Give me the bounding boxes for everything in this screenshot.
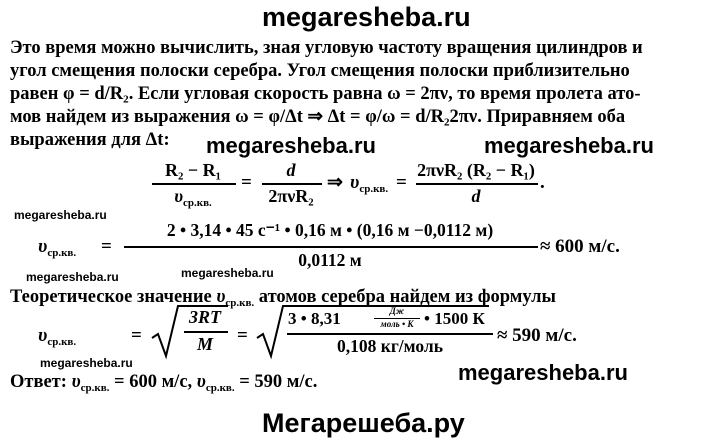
eq3-equals-2: = bbox=[237, 325, 248, 346]
eq2-equals: = bbox=[101, 236, 112, 257]
paragraph-line-2: угол смещения полоски серебра. Угол смещения полоски приблизительно bbox=[10, 61, 630, 81]
eq1-frac3-bar bbox=[416, 183, 538, 185]
eq1-frac2-den: 2πνR₂ bbox=[268, 186, 314, 206]
eq1-lhs: $\upsilon_{ср.кв.}$ bbox=[350, 172, 389, 195]
eq3-equals-1: = bbox=[131, 325, 142, 346]
paragraph-line-5: выражения для Δt: bbox=[10, 130, 170, 150]
eq1-frac3-num: 2πνR₂ (R₂ − R₁) bbox=[417, 160, 535, 180]
eq3-frac1-num: 3RT bbox=[188, 307, 221, 327]
eq1-frac2-num: d bbox=[286, 160, 296, 180]
eq2-lhs: $\upsilon_{ср.кв.}$ bbox=[38, 236, 77, 259]
eq1-frac1-bar bbox=[152, 183, 236, 185]
eq1-equals-2: = bbox=[396, 172, 407, 193]
watermark-top: megaresheba.ru bbox=[262, 2, 471, 32]
eq3-lhs: $\upsilon_{ср.кв.}$ bbox=[38, 325, 77, 348]
sentence-theoretical: Теоретическое значение $\upsilon_{ср.кв.}$ атомов серебра найдем из формулы bbox=[10, 287, 556, 309]
answer-line: Ответ: $\upsilon_{ср.кв.} = 600$ м/с, $\upsilon_{ср.кв.} = 590$ м/с. bbox=[10, 372, 318, 394]
eq3-frac1-den: M bbox=[196, 334, 213, 354]
watermark-mid-right: megaresheba.ru bbox=[484, 133, 654, 158]
eq1-frac2-bar bbox=[262, 183, 322, 185]
eq1-frac1-num: R₂ − R₁ bbox=[164, 160, 222, 180]
eq1-frac1-den: $\upsilon_{ср.кв.}$ bbox=[174, 186, 212, 209]
eq2-numerator: 2 • 3,14 • 45 с⁻¹ • 0,16 м • (0,16 м −0,0112 м) bbox=[166, 220, 494, 240]
eq1-period: . bbox=[540, 172, 545, 193]
eq3-frac1-bar bbox=[184, 331, 228, 333]
paragraph-line-3: равен φ = d/R₂. Если угловая скорость равна ω = 2πν, то время пролета ато- bbox=[10, 84, 641, 104]
footer-watermark: Мегарешеба.ру bbox=[262, 408, 465, 438]
eq3-result: ≈ 590 м/с. bbox=[497, 325, 577, 346]
watermark-small-1: megaresheba.ru bbox=[14, 208, 107, 222]
eq3-num-part-b: • 1500 К bbox=[424, 309, 485, 328]
eq3-frac2-den: 0,108 кг/моль bbox=[337, 336, 443, 356]
eq3-unit-den: моль • К bbox=[380, 319, 414, 329]
eq3-frac2-bar bbox=[287, 333, 493, 335]
paragraph-line-1: Это время можно вычислить, зная угловую частоту вращения цилиндров и bbox=[10, 38, 643, 58]
watermark-small-2: megaresheba.ru bbox=[26, 270, 119, 284]
watermark-mid-left: megaresheba.ru bbox=[206, 133, 376, 158]
watermark-small-center: megaresheba.ru bbox=[181, 266, 274, 280]
eq1-implies-arrow: ⇒ bbox=[327, 172, 343, 193]
eq2-denominator: 0,0112 м bbox=[298, 250, 362, 270]
eq2-fraction-bar bbox=[124, 246, 538, 248]
watermark-bottom-right: megaresheba.ru bbox=[458, 360, 628, 385]
paragraph-line-4: мов найдем из выражения ω = φ/Δt ⇒ Δt = φ/ω = d/R₂2πν. Приравняем оба bbox=[10, 107, 626, 127]
watermark-small-3: megaresheba.ru bbox=[40, 356, 133, 370]
eq3-unit-num: Дж bbox=[389, 306, 405, 316]
eq1-frac3-den: d bbox=[471, 186, 481, 206]
eq1-equals-1: = bbox=[241, 172, 252, 193]
eq2-result: ≈ 600 м/с. bbox=[540, 236, 620, 257]
eq3-num-part-a: 3 • 8,31 bbox=[288, 309, 341, 328]
